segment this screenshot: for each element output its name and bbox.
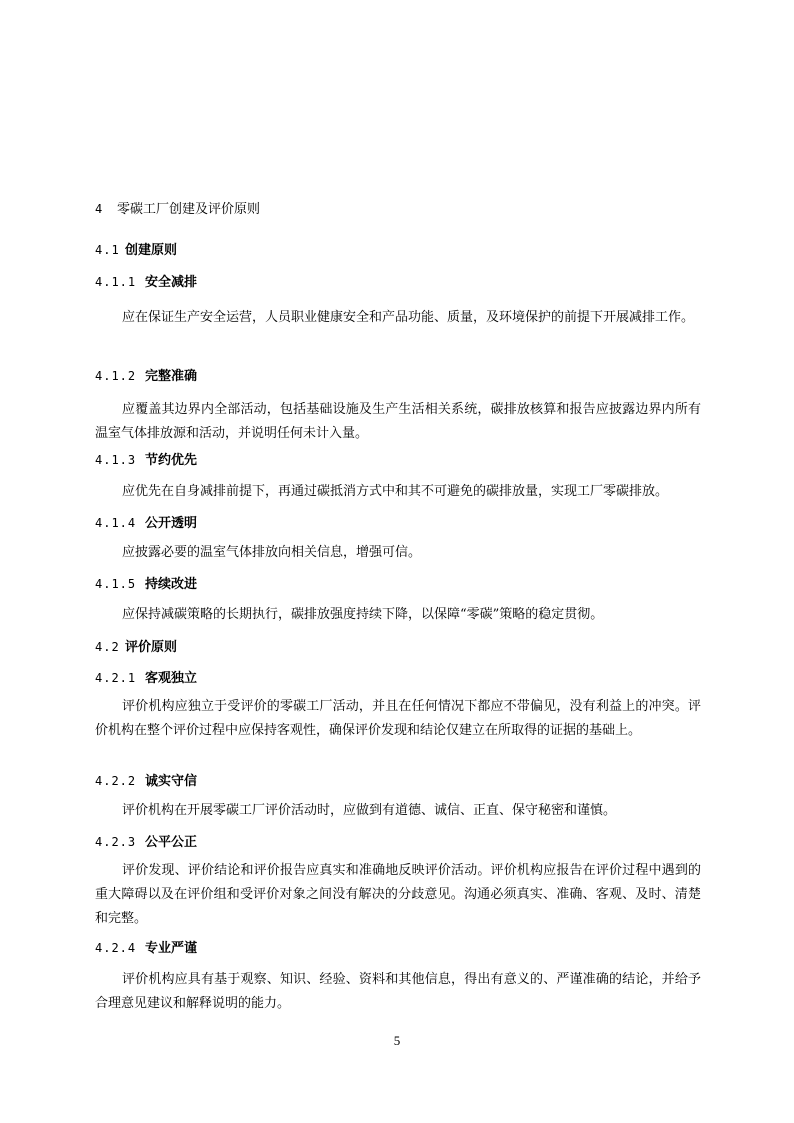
subsection-heading-4-1	[95, 242, 177, 259]
clause-text-4-1-5: 应保持减碳策略的长期执行，碳排放强度持续下降，以保障“零碳”策略的稳定贯彻。	[122, 607, 604, 622]
clause-number: 4.1.1	[95, 275, 137, 289]
clause-number: 4.2.2	[95, 774, 137, 788]
clause-text-4-2-1: 评价机构应独立于受评价的零碳工厂活动，并且在任何情况下都应不带偏见，没有利益上的冲突。评价机构在整个评价过程中应保持客观性，确保评价发现和结论仅建立在所取得的证据的基础上。	[95, 699, 701, 738]
clause-number: 4.2.4	[95, 941, 137, 955]
subsection-title: 评价原则	[125, 640, 178, 655]
clause-title: 节约优先	[145, 453, 198, 468]
clause-text-4-2-3: 评价发现、评价结论和评价报告应真实和准确地反映评价活动。评价机构应报告在评价过程中遇到的重大障碍以及在评价组和受评价对象之间没有解决的分歧意见。沟通必须真实、准确、客观、及时、清楚和完整。	[95, 863, 701, 926]
clause-number: 4.1.5	[95, 577, 137, 591]
clause-title: 专业严谨	[145, 941, 198, 956]
section-number: 4	[95, 202, 104, 216]
clause-heading-4-2-3	[95, 834, 197, 851]
clause-heading-4-1-5	[95, 576, 197, 593]
clause-title: 完整准确	[145, 369, 198, 384]
clause-number: 4.1.3	[95, 453, 137, 467]
clause-title: 客观独立	[145, 671, 198, 686]
clause-heading-4-2-2	[95, 773, 197, 790]
subsection-number: 4.1	[95, 243, 120, 257]
clause-title: 公开透明	[145, 516, 198, 531]
clause-title: 持续改进	[145, 577, 198, 592]
clause-heading-4-2-1	[95, 670, 197, 687]
clause-heading-4-1-4	[95, 515, 197, 532]
clause-title: 安全减排	[145, 275, 198, 290]
clause-heading-4-1-2	[95, 368, 197, 385]
clause-number: 4.1.2	[95, 369, 137, 383]
clause-text-4-2-2: 评价机构在开展零碳工厂评价活动时，应做到有道德、诚信、正直、保守秘密和谨慎。	[122, 803, 617, 818]
clause-title: 公平公正	[145, 835, 198, 850]
clause-text-4-1-2: 应覆盖其边界内全部活动，包括基础设施及生产生活相关系统，碳排放核算和报告应披露边界内所有温室气体排放源和活动，并说明任何未计入量。	[95, 402, 701, 441]
clause-text-4-1-1: 应在保证生产安全运营，人员职业健康安全和产品功能、质量，及环境保护的前提下开展减排工作。	[122, 310, 695, 325]
clause-number: 4.2.3	[95, 835, 137, 849]
section-heading	[95, 201, 260, 218]
page-number: 5	[393, 1033, 401, 1048]
clause-heading-4-1-1	[95, 274, 197, 291]
clause-heading-4-1-3	[95, 452, 197, 469]
clause-number: 4.1.4	[95, 516, 137, 530]
clause-number: 4.2.1	[95, 671, 137, 685]
clause-title: 诚实守信	[145, 774, 198, 789]
clause-text-4-1-3: 应优先在自身减排前提下，再通过碳抵消方式中和其不可避免的碳排放量，实现工厂零碳排放。	[122, 484, 669, 499]
subsection-number: 4.2	[95, 640, 120, 654]
clause-text-4-1-4: 应披露必要的温室气体排放向相关信息，增强可信。	[122, 545, 422, 560]
subsection-heading-4-2	[95, 639, 177, 656]
clause-text-4-2-4: 评价机构应具有基于观察、知识、经验、资料和其他信息，得出有意义的、严谨准确的结论，并给予合理意见建议和解释说明的能力。	[95, 972, 701, 1011]
section-title: 零碳工厂创建及评价原则	[117, 202, 261, 217]
clause-heading-4-2-4	[95, 940, 197, 957]
subsection-title: 创建原则	[125, 243, 178, 258]
